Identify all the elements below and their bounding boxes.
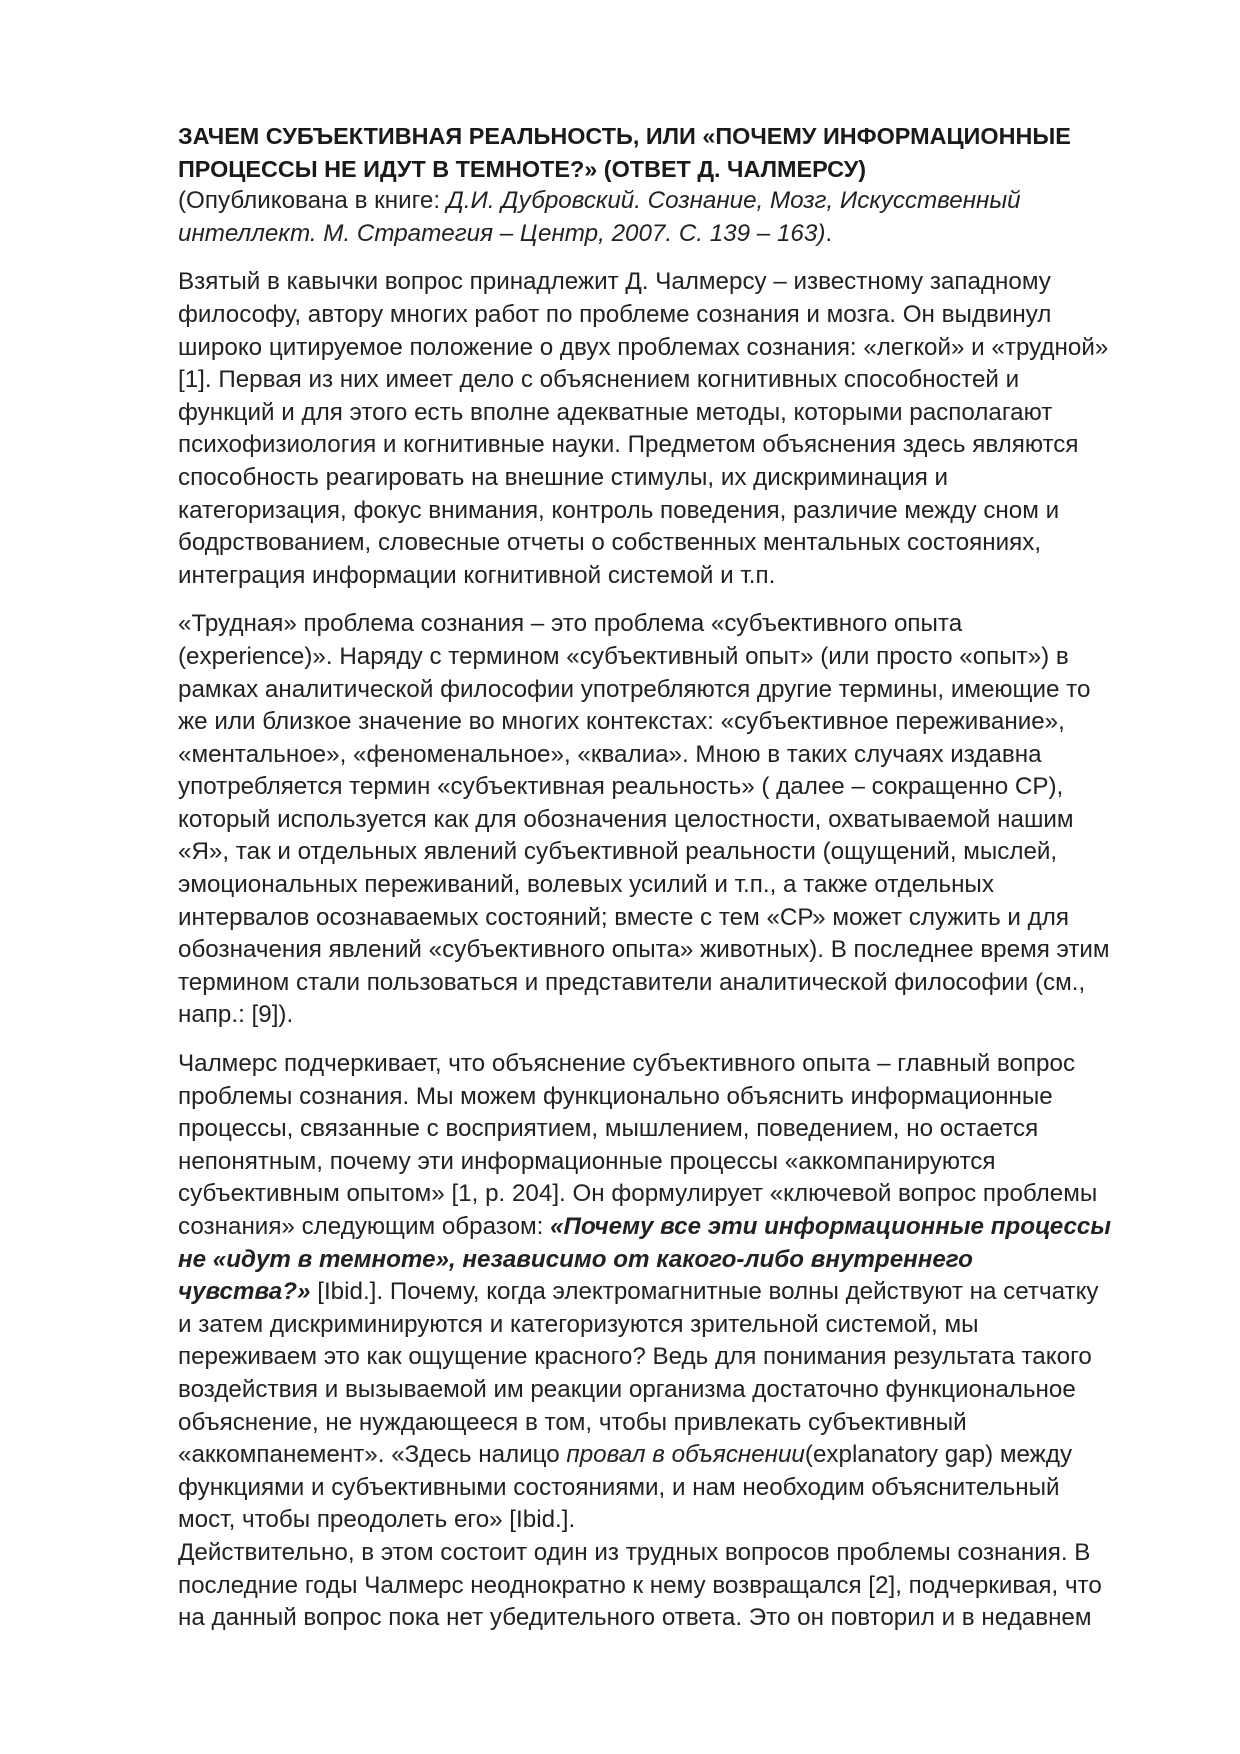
- text-line: «ментальное», «феноменальное», «квалиа». Мною в таких случаях издавна: [178, 740, 1042, 768]
- publication-note: [178, 185, 1148, 250]
- text-line: (experience)». Наряду с термином «субъективный опыт» (или просто «опыт») в: [178, 642, 1069, 670]
- text-line: психофизиология и когнитивные науки. Предметом объяснения здесь являются: [178, 431, 1079, 459]
- paragraph-4: [178, 1537, 1148, 1635]
- text-line: же или близкое значение во многих контекстах: «субъективное переживание»,: [178, 708, 1065, 736]
- text-line: широко цитируемое положение о двух проблемах сознания: «легкой» и «трудной»: [178, 333, 1109, 361]
- text-line: термином стали пользоваться и представители аналитической философии (см.,: [178, 968, 1086, 996]
- text-line: на данный вопрос пока нет убедительного ответа. Это он повторил и в недавнем: [178, 1604, 1092, 1632]
- publication-source-italic: Д.И. Дубровский. Сознание, Мозг, Искусственный: [446, 187, 1021, 215]
- publication-prefix: (Опубликована в книге:: [178, 187, 447, 215]
- italic-term: провал в объяснении: [566, 1441, 805, 1469]
- text-line: [1]. Первая из них имеет дело с объяснением когнитивных способностей и: [178, 366, 1020, 394]
- text-line: проблемы сознания. Мы можем функционально объяснить информационные: [178, 1082, 1053, 1110]
- text-line: интеграция информации когнитивной системой и т.п.: [178, 561, 776, 589]
- text-line: «Трудная» проблема сознания – это проблема «субъективного опыта: [178, 610, 963, 638]
- text-line: философу, автору многих работ по проблеме сознания и мозга. Он выдвинул: [178, 300, 1052, 328]
- document-page: [178, 120, 1148, 1651]
- text-line: субъективным опытом» [1, p. 204]. Он формулирует «ключевой вопрос проблемы: [178, 1180, 1098, 1208]
- text-run: [Ibid.]. Почему, когда электромагнитные волны действуют на сетчатку: [310, 1278, 1099, 1306]
- text-line: интервалов осознаваемых состояний; вместе с тем «СР» может служить и для: [178, 903, 1069, 931]
- text-line: эмоциональных переживаний, волевых усилий и т.п., а также отдельных: [178, 871, 994, 899]
- text-line: [178, 1211, 1148, 1244]
- text-run: «аккомпанемент». «Здесь налицо: [178, 1441, 567, 1469]
- article-title-line: ЗАЧЕМ СУБЪЕКТИВНАЯ РЕАЛЬНОСТЬ, ИЛИ «ПОЧЕМУ ИНФОРМАЦИОННЫЕ: [178, 123, 1071, 149]
- text-line: «Я», так и отдельных явлений субъективной реальности (ощущений, мыслей,: [178, 838, 1058, 866]
- text-line: и затем дискриминируются и категоризуются зрительной системой, мы: [178, 1310, 979, 1338]
- text-run: сознания» следующим образом:: [178, 1213, 551, 1240]
- text-line: функциями и субъективными состояниями, и нам необходим объяснительный: [178, 1473, 1060, 1501]
- text-line: который используется как для обозначения целостности, охватываемой нашим: [178, 805, 1074, 833]
- paragraph-3: [178, 1048, 1148, 1537]
- article-title-line: ПРОЦЕССЫ НЕ ИДУТ В ТЕМНОТЕ?» (ОТВЕТ Д. ЧАЛМЕРСУ): [178, 155, 867, 182]
- text-line: Чалмерс подчеркивает, что объяснение субъективного опыта – главный вопрос: [178, 1050, 1076, 1078]
- text-line: Действительно, в этом состоит один из трудных вопросов проблемы сознания. В: [178, 1538, 1091, 1566]
- publication-source-italic: интеллект. М. Стратегия – Центр, 2007. С. 139 – 163): [178, 219, 826, 247]
- text-line: рамках аналитической философии употребляются другие термины, имеющие то: [178, 675, 1091, 703]
- text-line: объяснение, не нуждающееся в том, чтобы привлекать субъективный: [178, 1408, 967, 1436]
- text-line: последние годы Чалмерс неоднократно к нему возвращался [2], подчеркивая, что: [178, 1571, 1102, 1599]
- text-line: употребляется термин «субъективная реальность» ( далее – сокращенно СР),: [178, 773, 1064, 801]
- text-line: воздействия и вызываемой им реакции организма достаточно функциональное: [178, 1375, 1076, 1403]
- text-line: бодрствованием, словесные отчеты о собственных ментальных состояниях,: [178, 529, 1042, 557]
- emphasized-quote: чувства?»: [178, 1278, 311, 1306]
- text-line: способность реагировать на внешние стимулы, их дискриминация и: [178, 463, 949, 491]
- text-line: напр.: [9]).: [178, 1001, 294, 1029]
- text-line: [178, 1276, 1148, 1309]
- emphasized-quote: «Почему все эти информационные процессы: [550, 1213, 1112, 1240]
- publication-end: .: [825, 219, 833, 247]
- text-line: Взятый в кавычки вопрос принадлежит Д. Чалмерсу – известному западному: [178, 268, 1051, 296]
- text-line: мост, чтобы преодолеть его» [Ibid.].: [178, 1506, 576, 1534]
- article-title: [178, 120, 1148, 185]
- publication-note-line: [178, 218, 1148, 251]
- text-line: переживаем это как ощущение красного? Ведь для понимания результата такого: [178, 1343, 1092, 1371]
- publication-note-line: [178, 185, 1148, 218]
- text-line: функций и для этого есть вполне адекватные методы, которыми располагают: [178, 398, 1053, 426]
- text-line: [178, 1439, 1148, 1472]
- text-line: обозначения явлений «субъективного опыта» животных). В последнее время этим: [178, 936, 1110, 964]
- text-line: категоризация, фокус внимания, контроль поведения, различие между сном и: [178, 496, 1060, 524]
- paragraph-2: [178, 608, 1148, 1032]
- text-line: непонятным, почему эти информационные процессы «аккомпанируются: [178, 1147, 996, 1175]
- emphasized-quote: не «идут в темноте», независимо от какого-либо внутреннего: [178, 1245, 973, 1273]
- text-line: процессы, связанные с восприятием, мышлением, поведением, но остается: [178, 1115, 1039, 1143]
- text-run: (explanatory gap) между: [804, 1441, 1073, 1469]
- paragraph-1: [178, 266, 1148, 592]
